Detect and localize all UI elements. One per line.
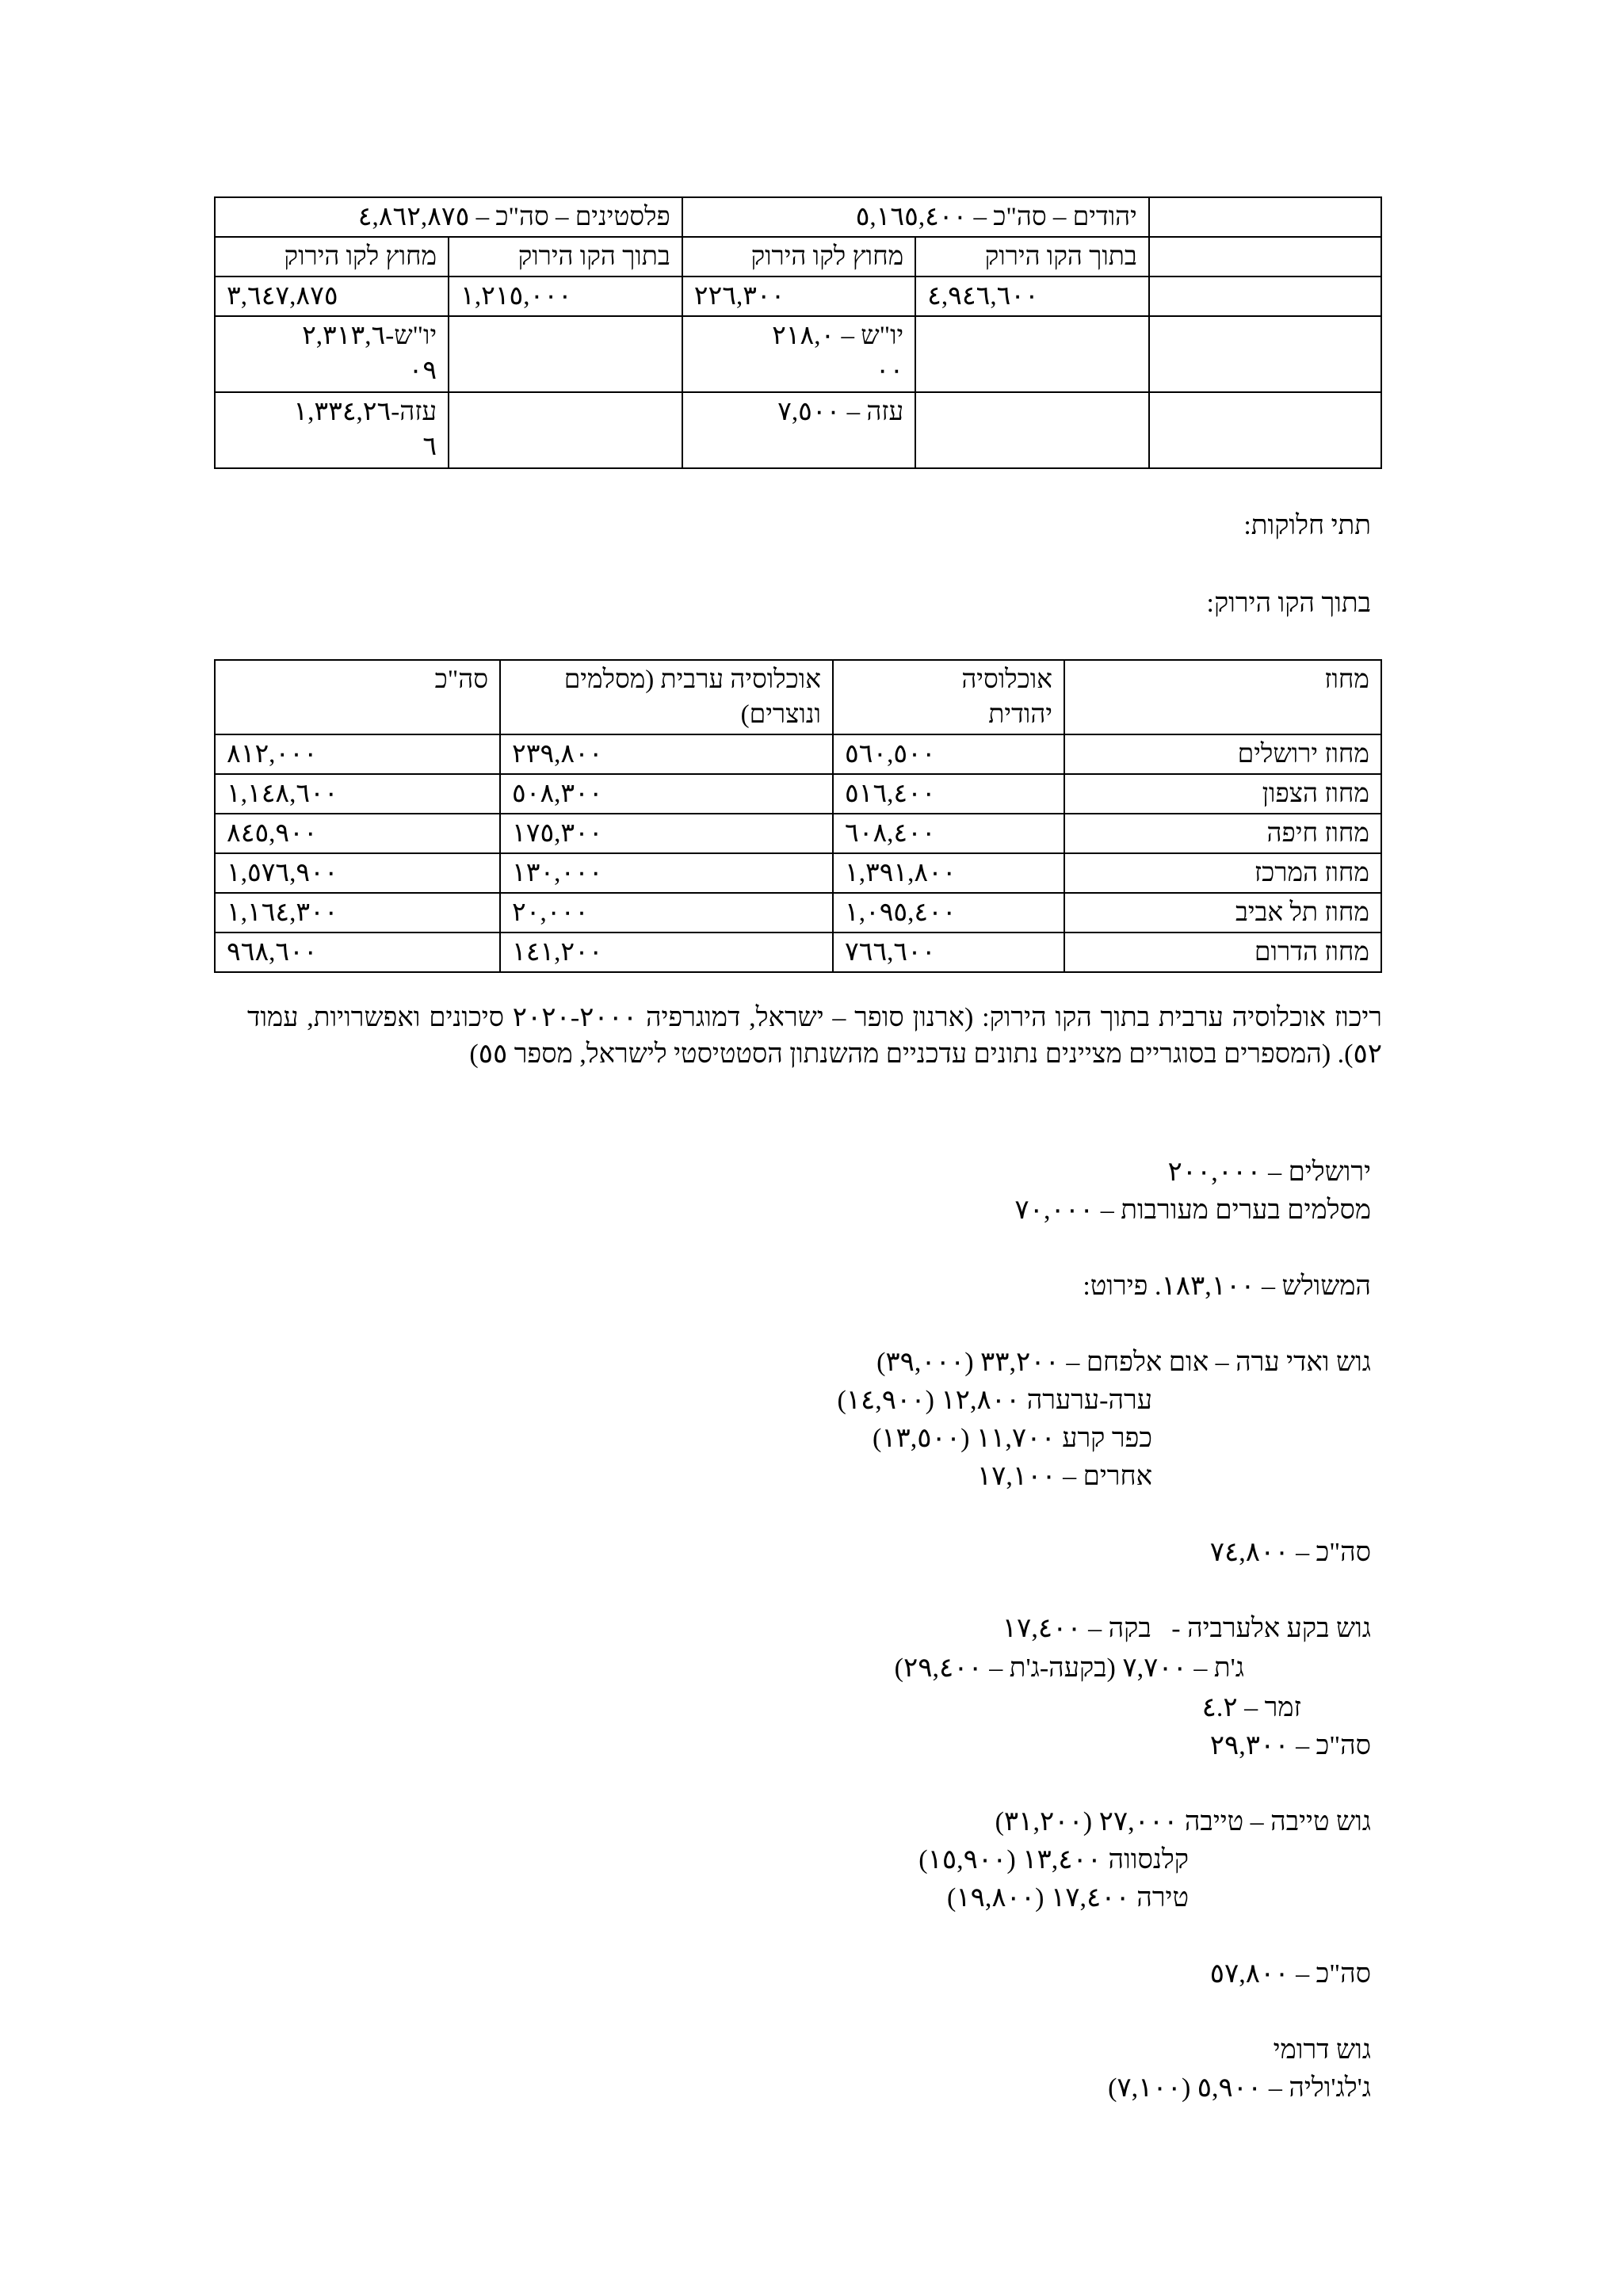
table-cell: מחוז חיפה bbox=[1064, 814, 1381, 853]
table-row bbox=[215, 774, 1381, 814]
text-line: המשולש – ١٨٣,١٠٠. פירוט: bbox=[1083, 1272, 1371, 1301]
table-cell: ٩٦٨,٦٠٠ bbox=[215, 933, 500, 972]
table-cell: עזה-١,٣٣٤,٢٦ ٦ bbox=[215, 392, 449, 468]
text-line: כפר קרע ١١,٧٠٠ (١٣,٥٠٠) bbox=[872, 1424, 1152, 1453]
table-row bbox=[215, 814, 1381, 853]
table-cell: ١,٠٩٥,٤٠٠ bbox=[833, 893, 1064, 933]
table-cell: ١٧٥,٣٠٠ bbox=[500, 814, 833, 853]
palestinians-total-header: פלסטינים – סה"כ – ٤,٨٦٢,٨٧٥ bbox=[215, 197, 682, 237]
subheader-cell: בתוך הקו הירוק bbox=[915, 237, 1149, 277]
header-cell: מחוז bbox=[1064, 660, 1381, 734]
empty-cell bbox=[449, 392, 682, 468]
subheader-cell: מחוץ לקו הירוק bbox=[215, 237, 449, 277]
table-cell: ١,٣٩١,٨٠٠ bbox=[833, 853, 1064, 893]
text-line: גוש ואדי ערה – אום אלפחם – ٣٣,٢٠٠ (٣٩,٠٠٠) bbox=[876, 1348, 1371, 1377]
table-row bbox=[215, 237, 1381, 277]
table-cell: יו"ש-٢,٣١٣,٦ ٠٩ bbox=[215, 316, 449, 392]
table-cell: ٧٦٦,٦٠٠ bbox=[833, 933, 1064, 972]
table-cell: מחוז ירושלים bbox=[1064, 734, 1381, 774]
text-line: גוש טייבה – טייבה ٢٧,٠٠٠ (٣١,٢٠٠) bbox=[995, 1807, 1371, 1836]
table-cell: ٢٠,٠٠٠ bbox=[500, 893, 833, 933]
table-cell: ١,٢١٥,٠٠٠ bbox=[449, 277, 682, 316]
table-row bbox=[215, 853, 1381, 893]
table-cell: ٢٣٩,٨٠٠ bbox=[500, 734, 833, 774]
header-cell: אוכלוסיה ערבית (מסלמים ונוצרים) bbox=[500, 660, 833, 734]
subdivisions-label: תתי חלוקות: bbox=[1243, 511, 1371, 540]
population-totals-table bbox=[214, 196, 1382, 469]
table-cell: יו"ש – ٢١٨,٠ ٠٠ bbox=[682, 316, 915, 392]
table-cell: ١,١٦٤,٣٠٠ bbox=[215, 893, 500, 933]
table-row bbox=[215, 893, 1381, 933]
header-cell: אוכלוסיה יהודית bbox=[833, 660, 1064, 734]
empty-cell bbox=[1149, 237, 1381, 277]
empty-cell bbox=[1149, 277, 1381, 316]
empty-cell bbox=[915, 316, 1149, 392]
empty-cell bbox=[1149, 316, 1381, 392]
text-line: ירושלים – ٢٠٠,٠٠٠ bbox=[1167, 1158, 1371, 1187]
table-cell: ١٣٠,٠٠٠ bbox=[500, 853, 833, 893]
text-line: קלנסווה ١٣,٤٠٠ (١٥,٩٠٠) bbox=[918, 1845, 1189, 1875]
header-cell: סה"כ bbox=[215, 660, 500, 734]
table-cell: ١,٥٧٦,٩٠٠ bbox=[215, 853, 500, 893]
table-row bbox=[215, 660, 1381, 734]
table-cell: ٨٤٥,٩٠٠ bbox=[215, 814, 500, 853]
empty-cell bbox=[1149, 392, 1381, 468]
table-cell: ٥٠٨,٣٠٠ bbox=[500, 774, 833, 814]
text-line: ג'לג'וליה – ٥,٩٠٠ (٧,١٠٠) bbox=[1108, 2073, 1371, 2103]
table-cell: ٦٠٨,٤٠٠ bbox=[833, 814, 1064, 853]
text-line: טירה ١٧,٤٠٠ (١٩,٨٠٠) bbox=[947, 1883, 1189, 1913]
table-cell: מחוז הדרום bbox=[1064, 933, 1381, 972]
table-cell: עזה – ٧,٥٠٠ bbox=[682, 392, 915, 468]
table-cell: ٥١٦,٤٠٠ bbox=[833, 774, 1064, 814]
table-cell: ٣,٦٤٧,٨٧٥ bbox=[215, 277, 449, 316]
empty-cell bbox=[1149, 197, 1381, 237]
table-cell: מחוז תל אביב bbox=[1064, 893, 1381, 933]
table-cell: ١٤١,٢٠٠ bbox=[500, 933, 833, 972]
table-row bbox=[215, 277, 1381, 316]
table-cell: ٥٦٠,٥٠٠ bbox=[833, 734, 1064, 774]
text-line: סה"כ – ٥٧,٨٠٠ bbox=[1209, 1959, 1371, 1989]
text-line: זמר – ٤.٢ bbox=[1201, 1693, 1301, 1722]
empty-cell bbox=[915, 392, 1149, 468]
jews-total-header: יהודים – סה"כ – ٥,١٦٥,٤٠٠ bbox=[682, 197, 1149, 237]
table-cell: ٨١٢,٠٠٠ bbox=[215, 734, 500, 774]
text-line: גוש בקע אלערביה - בקה – ١٧,٤٠٠ bbox=[1002, 1614, 1371, 1643]
table-cell: ١,١٤٨,٦٠٠ bbox=[215, 774, 500, 814]
source-paragraph: ריכוז אוכלוסיה ערבית בתוך הקו הירוק: (ארנון סופר – ישראל, דמוגרפיה ٢٠٠٠-٢٠٢٠ סיכונים ואפשרויות, עמוד ٥٢). (המספרים בסוגריים מציינים נתונים עדכניים מהשנתון הסטטיסטי לישראל, מספר ٥٥) bbox=[247, 1003, 1382, 1069]
subheader-cell: מחוץ לקו הירוק bbox=[682, 237, 915, 277]
table-row bbox=[215, 933, 1381, 972]
table-cell: מחוז הצפון bbox=[1064, 774, 1381, 814]
table-row bbox=[215, 197, 1381, 237]
text-line: סה"כ – ٧٤,٨٠٠ bbox=[1209, 1538, 1371, 1567]
text-line: ג'ת – ٧,٧٠٠ (בקעה-ג'ת – ٢٩,٤٠٠) bbox=[894, 1653, 1244, 1683]
text-line: מסלמים בערים מעורבות – ٧٠,٠٠٠ bbox=[1014, 1196, 1371, 1225]
text-line: גוש דרומי bbox=[1273, 2035, 1371, 2065]
table-row bbox=[215, 316, 1381, 392]
table-row bbox=[215, 734, 1381, 774]
table-cell: ٤,٩٤٦,٦٠٠ bbox=[915, 277, 1149, 316]
subheader-cell: בתוך הקו הירוק bbox=[449, 237, 682, 277]
table-cell: ٢٢٦,٣٠٠ bbox=[682, 277, 915, 316]
table-row bbox=[215, 392, 1381, 468]
text-line: אחרים – ١٧,١٠٠ bbox=[976, 1462, 1152, 1491]
empty-cell bbox=[449, 316, 682, 392]
districts-table bbox=[214, 659, 1382, 973]
text-line: סה"כ – ٢٩,٣٠٠ bbox=[1209, 1731, 1371, 1760]
table-cell: מחוז המרכז bbox=[1064, 853, 1381, 893]
text-line: ערה-ערערה ١٢,٨٠٠ (١٤,٩٠٠) bbox=[837, 1386, 1152, 1415]
inside-green-line-label: בתוך הקו הירוק: bbox=[1206, 589, 1371, 618]
